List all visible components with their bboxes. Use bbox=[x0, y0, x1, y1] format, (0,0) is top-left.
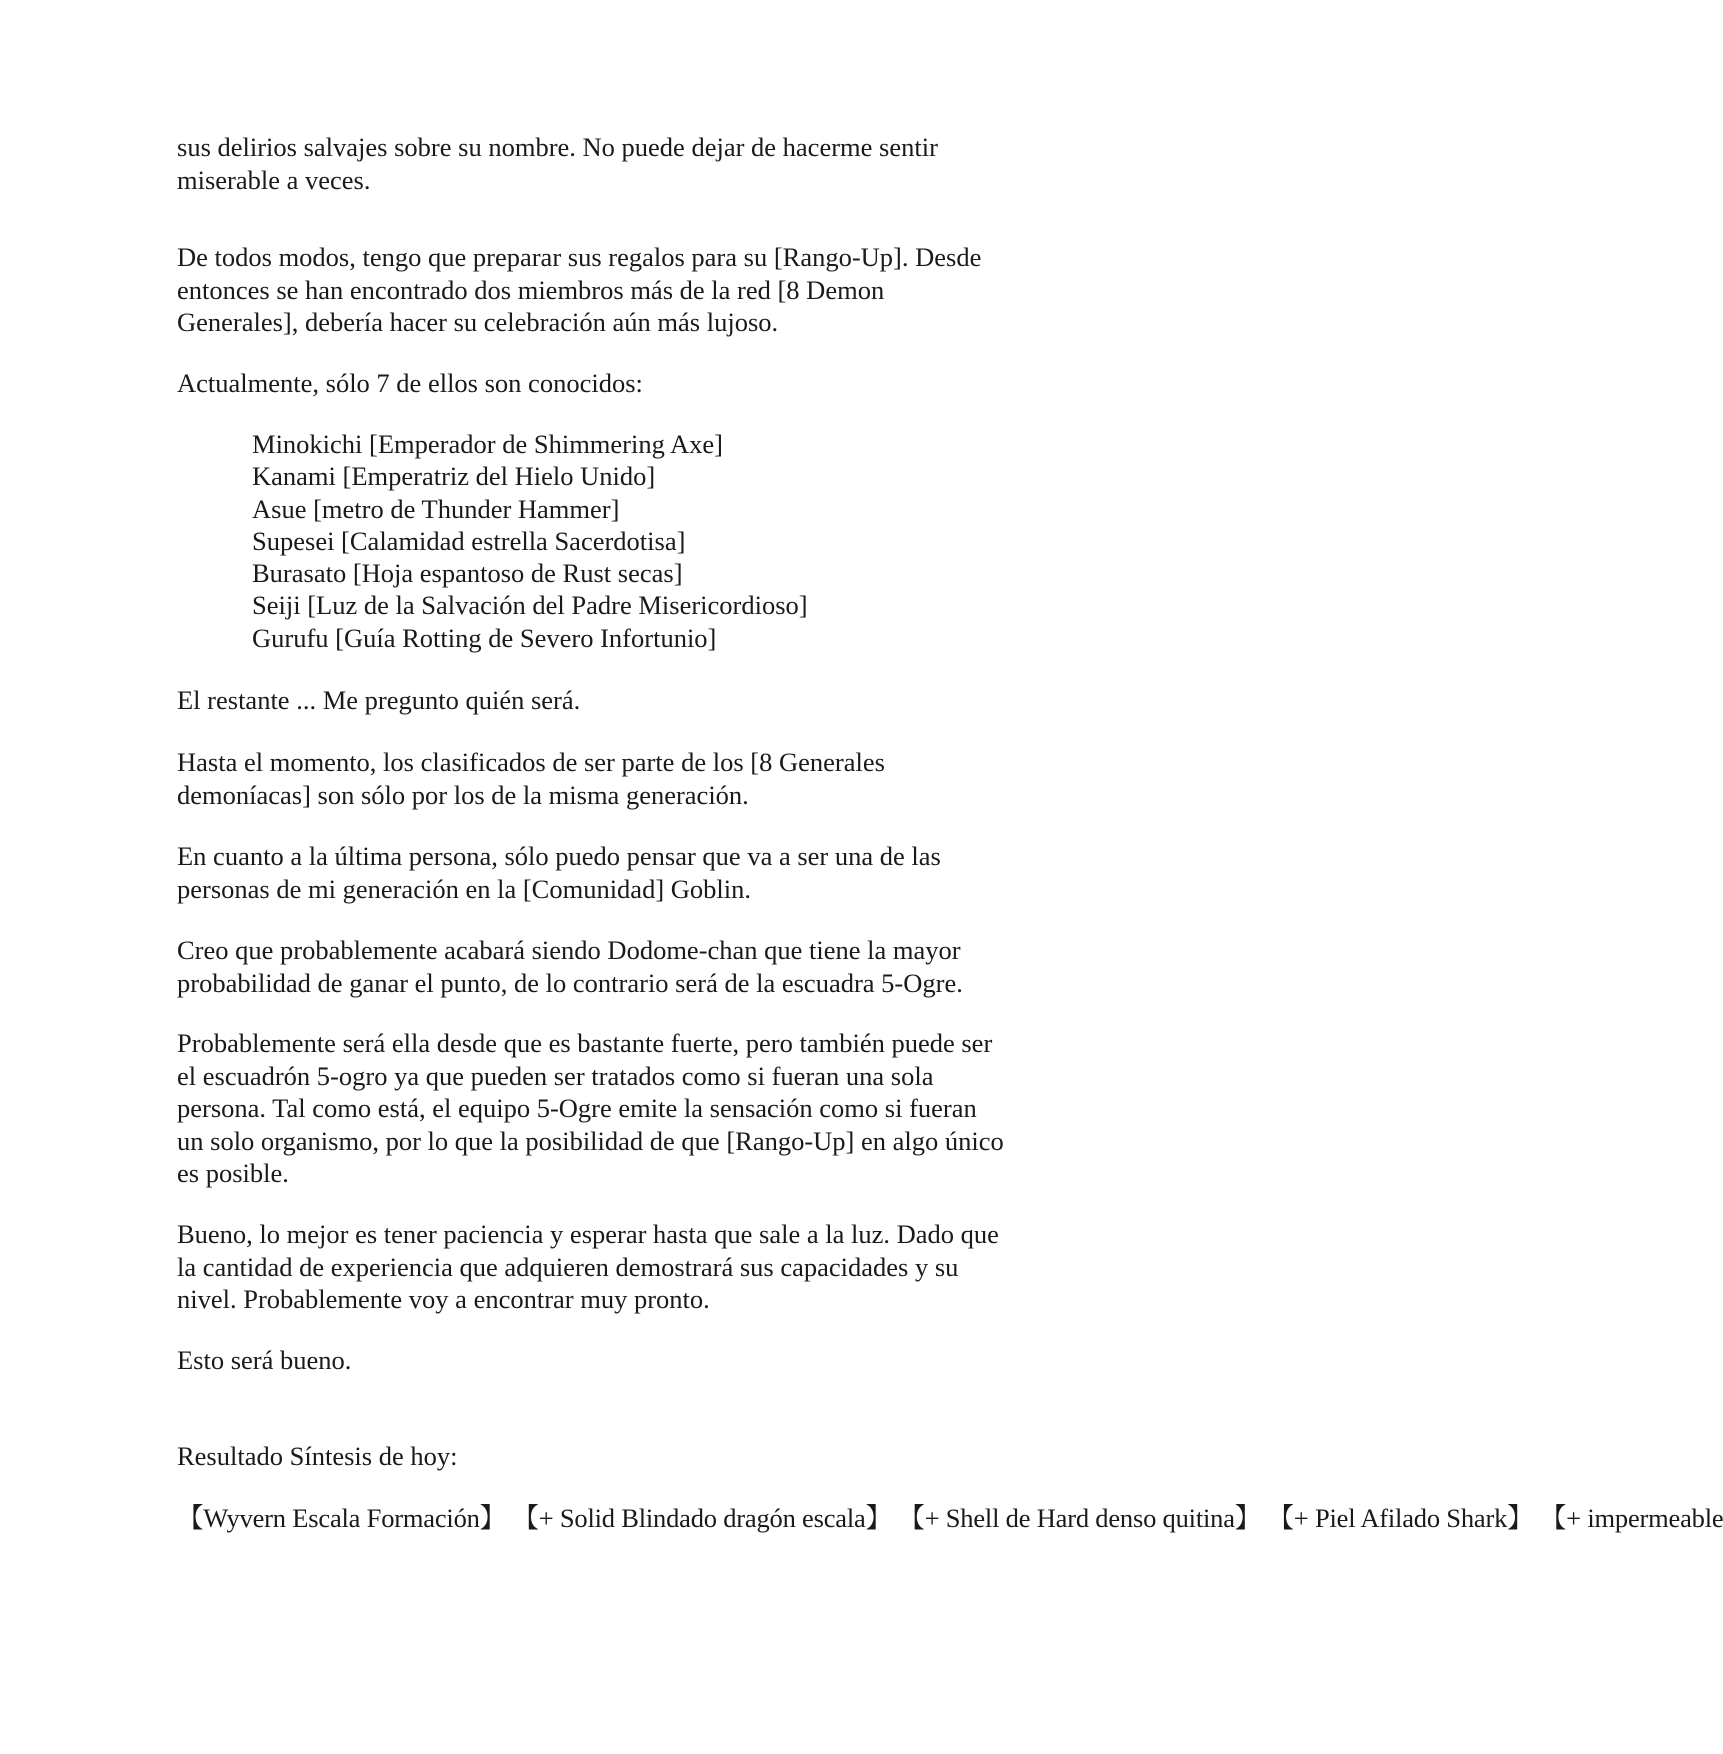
paragraph-10: Esto será bueno. bbox=[177, 1345, 352, 1375]
list-item: Minokichi [Emperador de Shimmering Axe] bbox=[252, 429, 724, 459]
list-item: Kanami [Emperatriz del Hielo Unido] bbox=[252, 461, 656, 492]
list-item: Seiji [Luz de la Salvación del Padre Misericordioso] bbox=[252, 590, 808, 621]
paragraph-5: Hasta el momento, los clasificados de ser parte de los [8 Generales demoníacas] son sólo por los de la misma generación. bbox=[177, 747, 885, 810]
list-item: Supesei [Calamidad estrella Sacerdotisa] bbox=[252, 525, 686, 556]
paragraph-2: De todos modos, tengo que preparar sus regalos para su [Rango-Up]. Desde entonces se han encontrado dos miembros más de la red [8 Demon Generales], debería hacer su celebración aún más lujoso. bbox=[177, 242, 982, 337]
synthesis-results: 【Wyvern Escala Formación】 【+ Solid Blindado dragón escala】 【+ Shell de Hard denso quitina】 【+ Piel Afilado Shark】 【+ impermeable bbox=[177, 1503, 1723, 1533]
paragraph-11: Resultado Síntesis de hoy: bbox=[177, 1441, 458, 1471]
paragraph-6: En cuanto a la última persona, sólo puedo pensar que va a ser una de las personas de mi generación en la [Comunidad] Goblin. bbox=[177, 841, 941, 904]
paragraph-4: El restante ... Me pregunto quién será. bbox=[177, 685, 581, 715]
list-item: Burasato [Hoja espantoso de Rust secas] bbox=[252, 558, 683, 589]
paragraph-8: Probablemente será ella desde que es bastante fuerte, pero también puede ser el escuadrón 5-ogro ya que pueden ser tratados como si fueran una sola persona. Tal como está, el equipo 5-Ogre emite la sensación como si fueran un solo organismo, por lo que la posibilidad de que [Rango-Up] en algo único es posible. bbox=[177, 1028, 1004, 1188]
paragraph-9: Bueno, lo mejor es tener paciencia y esperar hasta que sale a la luz. Dado que la cantidad de experiencia que adquieren demostrará sus capacidades y su nivel. Probablemente voy a encontrar muy pronto. bbox=[177, 1219, 999, 1314]
generals-list bbox=[252, 428, 1072, 654]
paragraph-7: Creo que probablemente acabará siendo Dodome-chan que tiene la mayor probabilidad de ganar el punto, de lo contrario será de la escuadra 5-Ogre. bbox=[177, 935, 963, 998]
list-item: Gurufu [Guía Rotting de Severo Infortunio] bbox=[252, 622, 717, 653]
list-item: Asue [metro de Thunder Hammer] bbox=[252, 493, 620, 524]
paragraph-3: Actualmente, sólo 7 de ellos son conocidos: bbox=[177, 368, 643, 398]
paragraph-1: sus delirios salvajes sobre su nombre. No puede dejar de hacerme sentir miserable a veces. bbox=[177, 132, 938, 195]
